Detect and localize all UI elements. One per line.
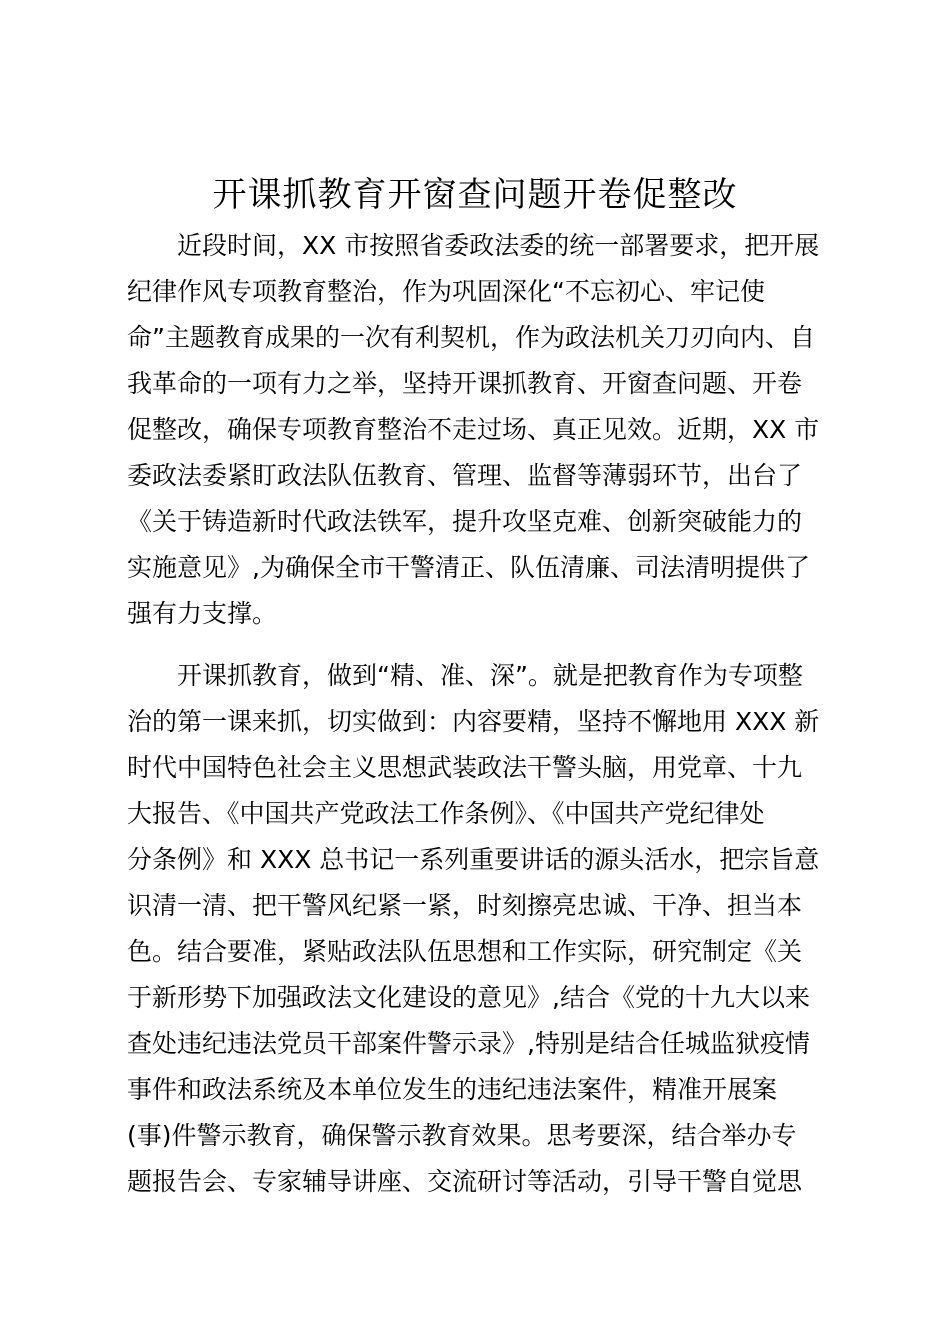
text-line: 识清一清、把干警风纪紧一紧，时刻擦亮忠诚、干净、担当本 [127,891,803,920]
text-line: (事)件警示教育，确保警示教育效果。思考要深，结合举办专 [127,1121,797,1150]
text-line: 《关于铸造新时代政法铁军，提升攻坚克难、创新突破能力的 [127,507,803,536]
text-line: 我革命的一项有力之举，坚持开课抓教育、开窗查问题、开卷 [127,369,803,398]
text-line: 色。结合要准，紧贴政法队伍思想和工作实际，研究制定《关 [127,937,803,966]
paragraph-2 [127,653,837,1205]
text-line: 强有力支撑。 [127,599,278,628]
text-line: 事件和政法系统及本单位发生的违纪违法案件，精准开展案 [127,1075,778,1104]
text-line: 实施意见》,为确保全市干警清正、队伍清廉、司法清明提供了 [127,553,810,582]
text-line: 命”主题教育成果的一次有利契机，作为政法机关刀刃向内、自 [127,323,815,352]
text-line: 纪律作风专项教育整治，作为巩固深化“不忘初心、牢记使 [127,277,765,306]
text-line: 委政法委紧盯政法队伍教育、管理、监督等薄弱环节，出台了 [127,461,803,490]
text-line: 治的第一课来抓，切实做到：内容要精，坚持不懈地用 XXX 新 [127,707,820,736]
paragraph-1 [127,223,837,637]
text-line: 大报告、《中国共产党政法工作条例》、《中国共产党纪律处 [127,799,765,828]
text-line: 查处违纪违法党员干部案件警示录》,特别是结合任城监狱疫情 [127,1029,810,1058]
text-line: 题报告会、专家辅导讲座、交流研讨等活动，引导干警自觉思 [127,1167,803,1196]
document-title: 开课抓教育开窗查问题开卷促整改 [212,175,738,215]
text-line: 近段时间，XX 市按照省委政法委的统一部署要求，把开展 [127,231,820,260]
paragraph-spacer [127,637,837,653]
document-body [127,223,837,1205]
text-line: 促整改，确保专项教育整治不走过场、真正见效。近期，XX 市 [127,415,820,444]
text-line: 分条例》和 XXX 总书记一系列重要讲话的源头活水，把宗旨意 [127,845,820,874]
text-line: 于新形势下加强政法文化建设的意见》,结合《党的十九大以来 [127,983,810,1012]
text-line: 时代中国特色社会主义思想武装政法干警头脑，用党章、十九 [127,753,803,782]
text-line: 开课抓教育，做到“精、准、深”。就是把教育作为专项整 [127,661,803,690]
